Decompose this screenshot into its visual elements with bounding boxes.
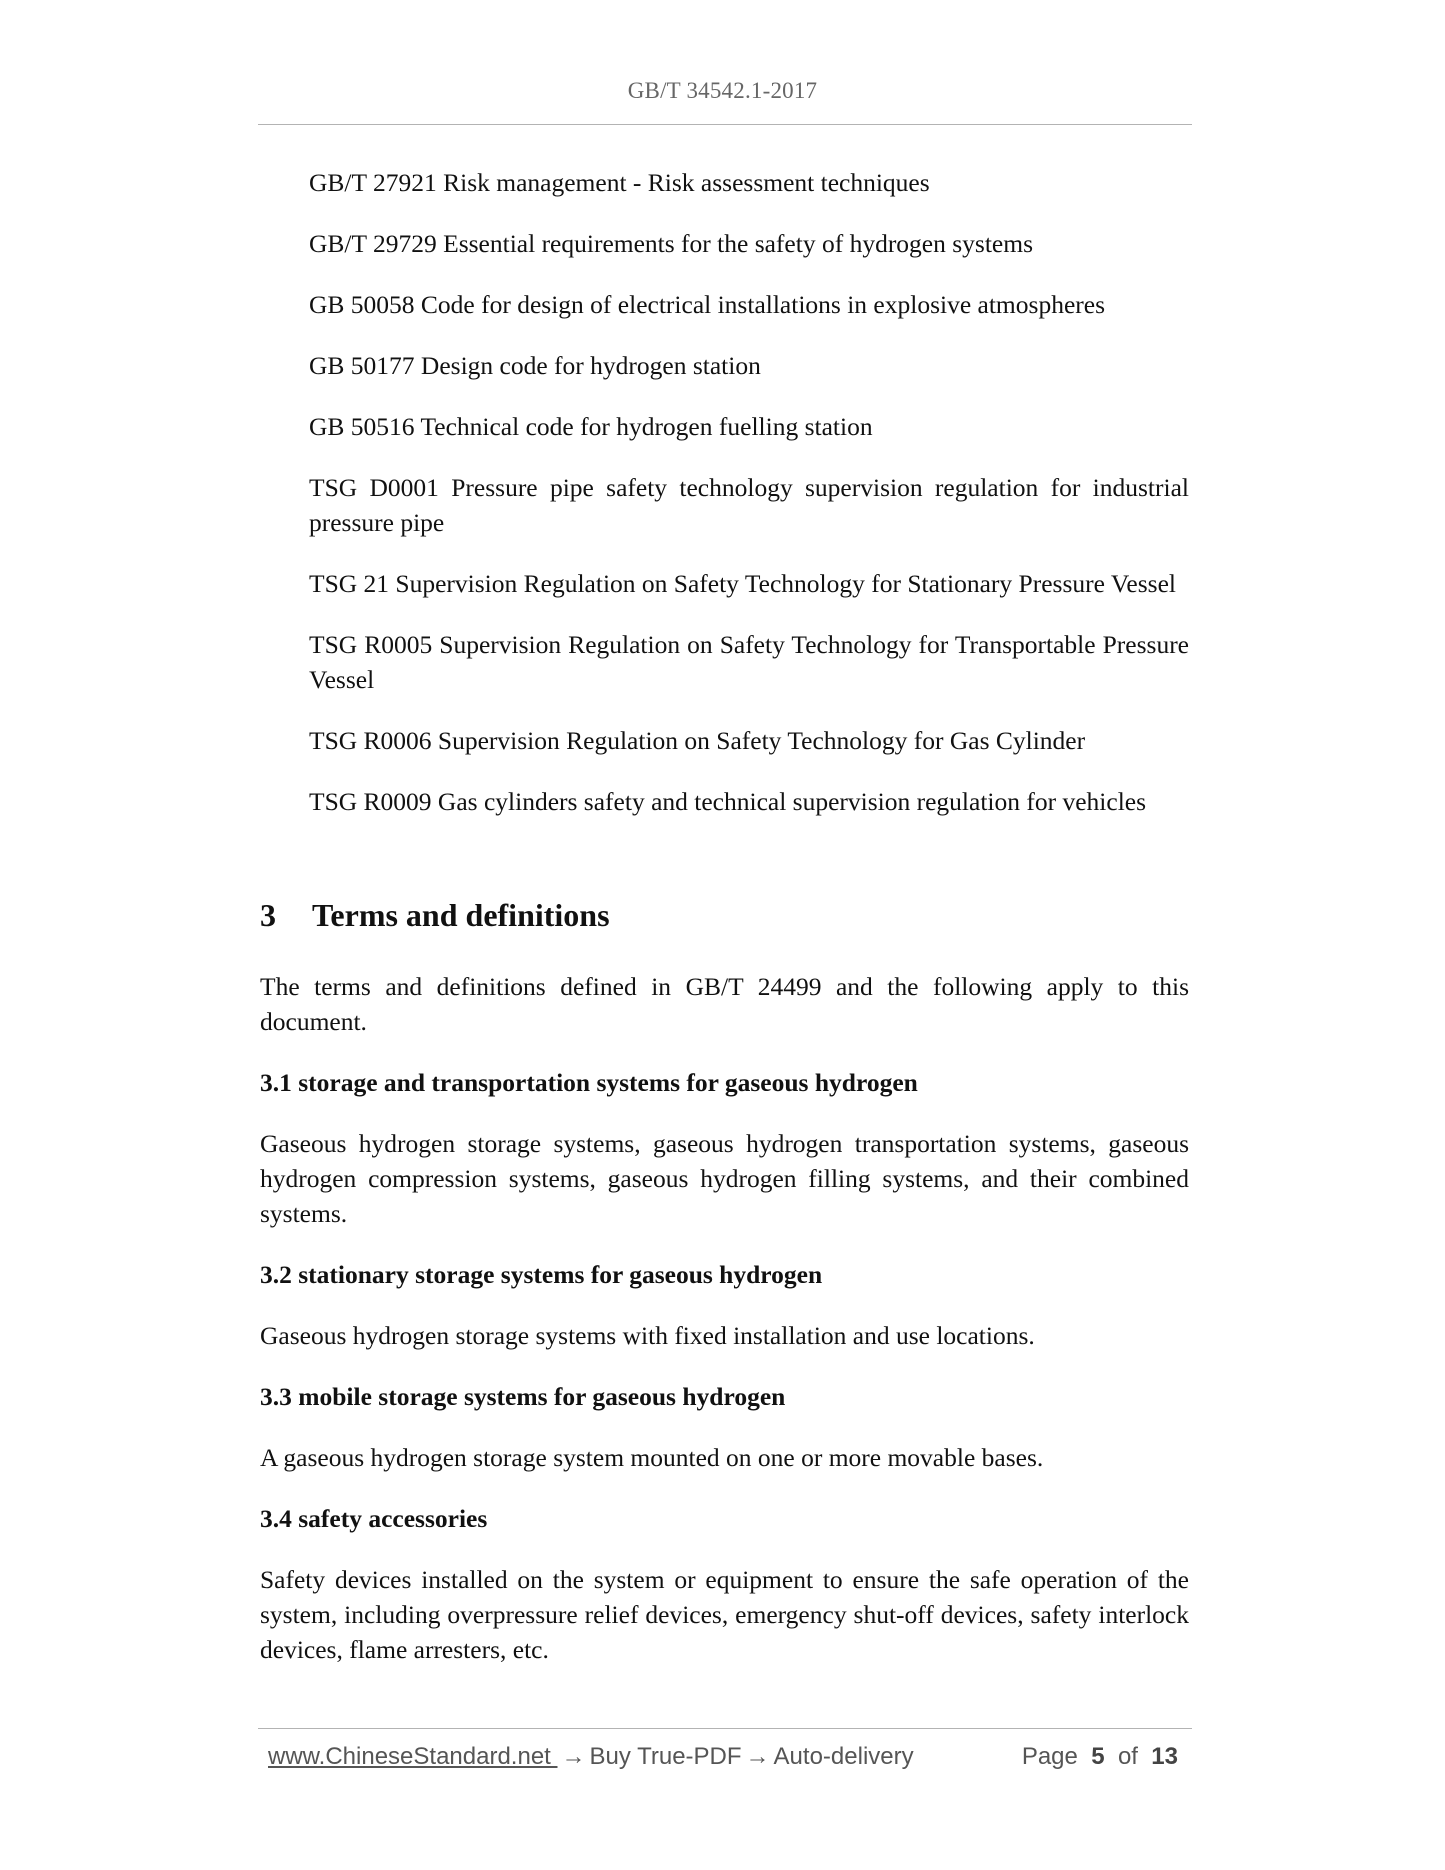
terms-section [260,895,1189,1693]
reference-item: GB/T 29729 Essential requirements for the safety of hydrogen systems [309,229,1034,258]
document-header-title: GB/T 34542.1-2017 [627,78,818,103]
of-label: of [1117,1743,1138,1770]
reference-item: GB 50058 Code for design of electrical installations in explosive atmospheres [309,290,1105,319]
reference-item: GB/T 27921 Risk management - Risk assessment techniques [309,168,930,197]
buy-true-pdf-text: Buy True-PDF [589,1743,742,1770]
reference-item: TSG 21 Supervision Regulation on Safety Technology for Stationary Pressure Vessel [309,569,1176,598]
term-heading: 3.2 stationary storage systems for gaseous hydrogen [260,1260,823,1289]
term-heading: 3.3 mobile storage systems for gaseous hydrogen [260,1382,786,1411]
normative-references-list [309,165,1189,845]
footer-promo [268,1735,914,1779]
header-divider [258,124,1192,125]
section-heading [260,895,1189,935]
auto-delivery-text: Auto-delivery [773,1743,914,1770]
page-indicator [1022,1735,1178,1779]
reference-item: TSG R0006 Supervision Regulation on Safety Technology for Gas Cylinder [309,726,1086,755]
page-current: 5 [1091,1743,1105,1770]
arrow-right-icon: → [745,1743,770,1770]
page-label: Page [1021,1743,1078,1770]
term-definition: A gaseous hydrogen storage system mounted on one or more movable bases. [260,1443,1044,1472]
term-heading: 3.4 safety accessories [260,1504,488,1533]
website-link[interactable]: www.ChineseStandard.net [268,1743,558,1770]
section-number: 3 [260,897,276,933]
arrow-right-icon: → [561,1743,586,1770]
reference-item: GB 50516 Technical code for hydrogen fuelling station [309,412,873,441]
reference-item: TSG D0001 Pressure pipe safety technology supervision regulation for industrial pressure pipe [309,473,1189,537]
term-definition: Safety devices installed on the system or equipment to ensure the safe operation of the system, including overpressure relief devices, emergency shut-off devices, safety interlock devices, flame arresters, etc. [260,1565,1189,1664]
reference-item: GB 50177 Design code for hydrogen station [309,351,761,380]
page-total: 13 [1151,1743,1178,1770]
section-title: Terms and definitions [312,897,610,933]
section-intro: The terms and definitions defined in GB/T 24499 and the following apply to this document. [260,972,1189,1036]
term-definition: Gaseous hydrogen storage systems with fixed installation and use locations. [260,1321,1035,1350]
page-footer [268,1735,1178,1779]
footer-divider [258,1728,1192,1729]
term-definition: Gaseous hydrogen storage systems, gaseous hydrogen transportation systems, gaseous hydrogen compression systems, gaseous hydrogen filling systems, and their combined systems. [260,1129,1189,1228]
term-heading: 3.1 storage and transportation systems for gaseous hydrogen [260,1068,918,1097]
reference-item: TSG R0009 Gas cylinders safety and technical supervision regulation for vehicles [309,787,1147,816]
reference-item: TSG R0005 Supervision Regulation on Safety Technology for Transportable Pressure Vessel [309,630,1189,694]
